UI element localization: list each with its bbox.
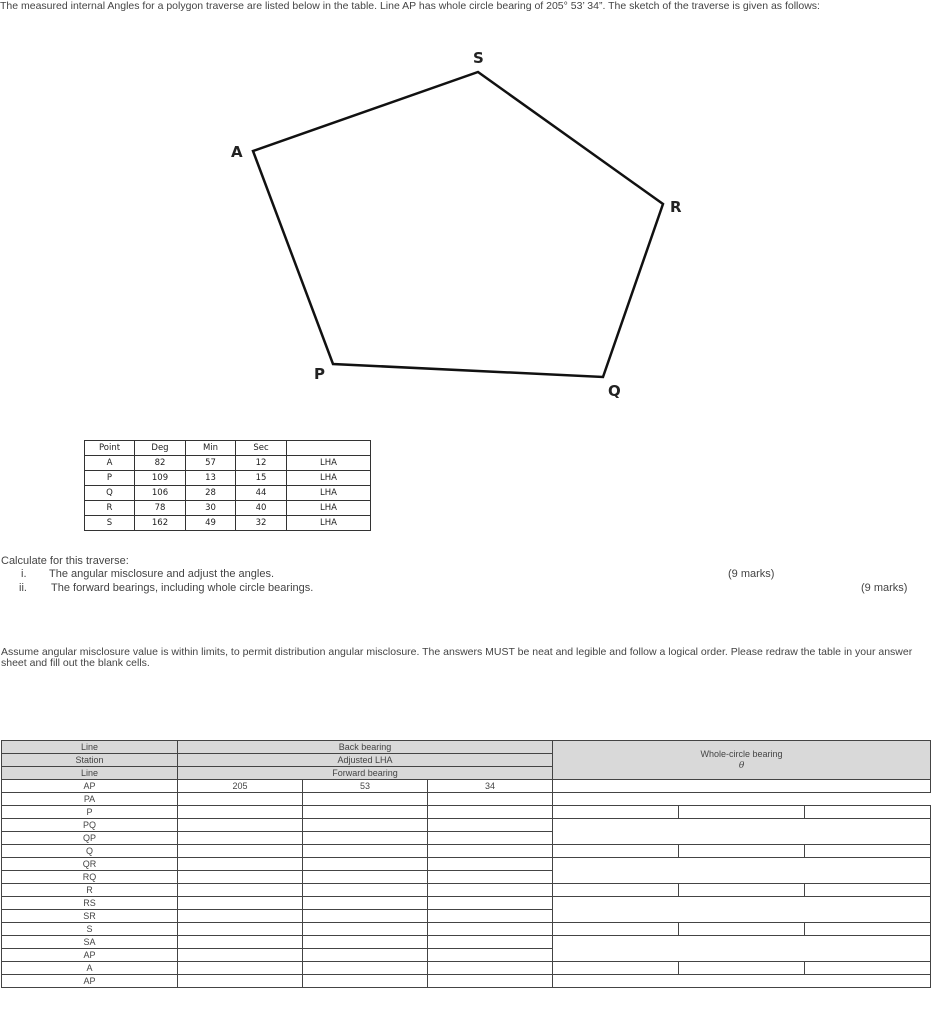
angles-cell: 106 (135, 486, 186, 501)
angles-cell: 30 (186, 501, 236, 516)
table-row (2, 884, 931, 897)
value-min: 53 (303, 780, 428, 793)
row-label: QP (2, 832, 178, 845)
angles-row (85, 501, 371, 516)
blank-cell (303, 910, 428, 923)
vertex-label-r: R (670, 198, 682, 216)
blank-cell (303, 871, 428, 884)
vertex-label-a: A (231, 143, 243, 161)
wcb-blank-cell (553, 819, 931, 845)
blank-cell (303, 806, 428, 819)
blank-cell (303, 949, 428, 962)
header-cell: Min (186, 441, 236, 456)
blank-cell (428, 962, 553, 975)
wcb-blank-cell (553, 884, 679, 897)
angles-cell: 32 (236, 516, 287, 531)
angles-row (85, 486, 371, 501)
header-line-label-2: Line (2, 767, 178, 780)
angles-cell: 82 (135, 456, 186, 471)
angles-cell: 78 (135, 501, 186, 516)
header-forward-bearing: Forward bearing (178, 767, 553, 780)
angles-cell: P (85, 471, 135, 486)
blank-cell (178, 832, 303, 845)
wcb-blank-cell (679, 845, 805, 858)
blank-cell (178, 858, 303, 871)
blank-cell (303, 923, 428, 936)
blank-cell (303, 793, 428, 806)
vertex-label-p: P (314, 365, 325, 383)
angles-cell: LHA (287, 501, 371, 516)
header-cell: Sec (236, 441, 287, 456)
blank-cell (303, 832, 428, 845)
row-label: PA (2, 793, 178, 806)
angles-row (85, 471, 371, 486)
angles-cell: R (85, 501, 135, 516)
blank-cell (303, 897, 428, 910)
blank-cell (303, 936, 428, 949)
wcb-blank-cell (553, 845, 679, 858)
wcb-blank-cell (679, 923, 805, 936)
header-station-label: Station (2, 754, 178, 767)
row-label: SA (2, 936, 178, 949)
intro-text: The measured internal Angles for a polygon traverse are listed below in the table. Line AP has whole circle bearing of 205° 53’ 34”. The sketch of the traverse is given as follows: (0, 0, 820, 12)
table-row (2, 793, 931, 806)
traverse-sketch (0, 0, 932, 430)
question-1-text: The angular misclosure and adjust the angles. (49, 568, 275, 580)
angles-cell: 49 (186, 516, 236, 531)
angles-cell: 44 (236, 486, 287, 501)
angles-cell: 40 (236, 501, 287, 516)
header-cell: Deg (135, 441, 186, 456)
blank-cell (428, 819, 553, 832)
blank-cell (303, 884, 428, 897)
header-adjusted-lha: Adjusted LHA (178, 754, 553, 767)
blank-cell (303, 845, 428, 858)
blank-cell (178, 975, 303, 988)
angles-cell: LHA (287, 486, 371, 501)
blank-cell (178, 845, 303, 858)
row-label: SR (2, 910, 178, 923)
blank-cell (178, 962, 303, 975)
angles-cell: 57 (186, 456, 236, 471)
blank-cell (178, 806, 303, 819)
angles-row (85, 516, 371, 531)
wcb-blank-cell (679, 806, 805, 819)
wcb-blank-cell (805, 923, 931, 936)
wcb-blank-cell (553, 962, 679, 975)
question-1-number: i. (21, 568, 27, 580)
blank-cell (428, 858, 553, 871)
wcb-blank-cell (553, 923, 679, 936)
header-cell (287, 441, 371, 456)
blank-cell (303, 962, 428, 975)
angles-cell: 13 (186, 471, 236, 486)
blank-cell (178, 819, 303, 832)
blank-cell (178, 910, 303, 923)
wcb-blank-cell (553, 858, 931, 884)
wcb-blank-cell (805, 884, 931, 897)
blank-cell (428, 910, 553, 923)
table-row (2, 897, 931, 910)
wcb-blank-cell (805, 962, 931, 975)
value-deg: 205 (178, 780, 303, 793)
table-row (2, 806, 931, 819)
blank-cell (178, 949, 303, 962)
blank-cell (428, 845, 553, 858)
blank-cell (428, 871, 553, 884)
table-row (2, 923, 931, 936)
header-whole-circle-bearing (553, 741, 931, 780)
blank-cell (428, 884, 553, 897)
blank-cell (303, 819, 428, 832)
blank-cell (428, 832, 553, 845)
question-2-number: ii. (19, 582, 27, 594)
angles-cell: 28 (186, 486, 236, 501)
blank-cell (178, 871, 303, 884)
wcb-blank-cell (679, 962, 805, 975)
angles-cell: 12 (236, 456, 287, 471)
assumption-text: Assume angular misclosure value is within limits, to permit distribution angular misclosure. The answers MUST be neat and legible and follow a logical order. Please redraw the table in your answer sheet and fill out the blank cells. (1, 646, 913, 669)
header-cell: Point (85, 441, 135, 456)
blank-cell (303, 858, 428, 871)
question-2-marks: (9 marks) (861, 582, 908, 594)
table-row (2, 962, 931, 975)
angles-cell: A (85, 456, 135, 471)
blank-cell (428, 793, 553, 806)
row-label: A (2, 962, 178, 975)
blank-cell (428, 975, 553, 988)
table-row (2, 845, 931, 858)
vertex-label-q: Q (608, 382, 621, 400)
angles-cell: 109 (135, 471, 186, 486)
wcb-blank-cell (805, 806, 931, 819)
row-label: AP (2, 975, 178, 988)
row-label: RQ (2, 871, 178, 884)
blank-cell (428, 806, 553, 819)
angles-header-row (85, 441, 371, 456)
angles-cell: LHA (287, 471, 371, 486)
table-row (2, 975, 931, 988)
wcb-blank-cell (553, 975, 931, 988)
angles-cell: 162 (135, 516, 186, 531)
angles-cell: Q (85, 486, 135, 501)
row-label: Q (2, 845, 178, 858)
theta-symbol: θ (738, 761, 745, 771)
question-1-marks: (9 marks) (728, 568, 775, 580)
calc-heading: Calculate for this traverse: (1, 555, 129, 567)
blank-cell (428, 949, 553, 962)
blank-cell (178, 897, 303, 910)
header-line-label: Line (2, 741, 178, 754)
blank-cell (178, 884, 303, 897)
traverse-answer-table (1, 740, 931, 988)
wcb-blank-cell (805, 845, 931, 858)
wcb-blank-cell (679, 884, 805, 897)
row-label: P (2, 806, 178, 819)
measured-angles-table (84, 440, 371, 531)
row-label: RS (2, 897, 178, 910)
row-label: QR (2, 858, 178, 871)
wcb-blank-cell (553, 780, 931, 793)
blank-cell (178, 936, 303, 949)
header-back-bearing: Back bearing (178, 741, 553, 754)
angles-cell: 15 (236, 471, 287, 486)
angles-cell: LHA (287, 516, 371, 531)
table-row (2, 858, 931, 871)
table-row (2, 819, 931, 832)
vertex-label-s: S (473, 49, 484, 67)
row-label: PQ (2, 819, 178, 832)
row-label-ap: AP (2, 780, 178, 793)
wcb-blank-cell (553, 936, 931, 962)
wcb-blank-cell (553, 806, 679, 819)
row-label: R (2, 884, 178, 897)
angles-cell: LHA (287, 456, 371, 471)
table-row (2, 936, 931, 949)
wcb-blank-cell (553, 897, 931, 923)
blank-cell (178, 793, 303, 806)
row-label: S (2, 923, 178, 936)
blank-cell (428, 897, 553, 910)
blank-cell (303, 975, 428, 988)
wcb-label: Whole-circle bearing (700, 749, 783, 759)
question-2-text: The forward bearings, including whole circle bearings. (51, 582, 314, 594)
blank-cell (428, 923, 553, 936)
angles-cell: S (85, 516, 135, 531)
traverse-polygon (253, 72, 663, 377)
value-sec: 34 (428, 780, 553, 793)
row-label: AP (2, 949, 178, 962)
blank-cell (428, 936, 553, 949)
blank-cell (178, 923, 303, 936)
angles-row (85, 456, 371, 471)
